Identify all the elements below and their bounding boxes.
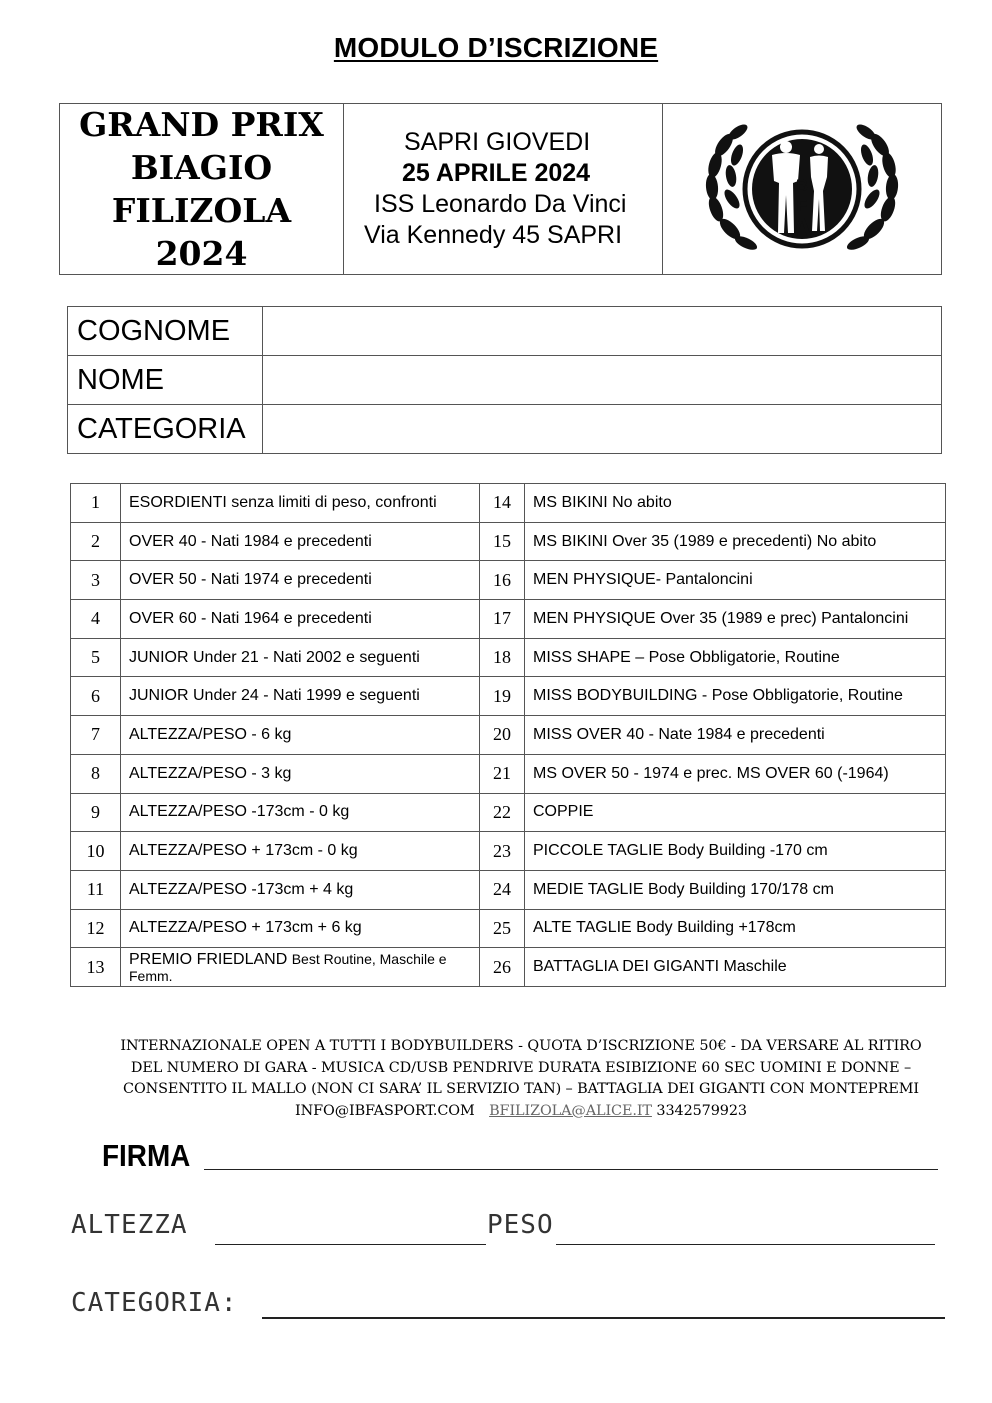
firma-label: FIRMA (102, 1138, 191, 1173)
table-row (68, 405, 942, 454)
email-link[interactable]: BFILIZOLA@ALICE.IT (489, 1102, 652, 1119)
field-label-nome: NOME (68, 356, 263, 405)
event-header (59, 103, 942, 275)
nome-field[interactable] (263, 356, 942, 405)
categoria-field[interactable] (263, 405, 942, 454)
category-number: 14 (480, 484, 525, 523)
category-number: 5 (71, 638, 121, 677)
category-description: ALTEZZA/PESO -173cm + 4 kg (121, 870, 480, 909)
category-number: 17 (480, 600, 525, 639)
category-description: MEDIE TAGLIE Body Building 170/178 cm (525, 870, 946, 909)
info-line: CONSENTITO IL MALLO (NON CI SARA’ IL SERVIZIO TAN) – BATTAGLIA DEI GIGANTI CON MONTEPREMI (123, 1081, 919, 1097)
logo-letter: A (791, 212, 813, 243)
category-description: MISS BODYBUILDING - Pose Obbligatorie, Routine (525, 677, 946, 716)
category-description (121, 948, 480, 987)
field-label-cognome: COGNOME (68, 307, 263, 356)
category-description: MS OVER 50 - 1974 e prec. MS OVER 60 (-1964) (525, 754, 946, 793)
logo-letter: B (795, 176, 809, 195)
event-details (344, 104, 663, 274)
peso-field-line[interactable] (556, 1220, 935, 1245)
category-number: 2 (71, 522, 121, 561)
firma-signature-line[interactable] (204, 1145, 938, 1170)
event-name-line: GRAND PRIX (79, 105, 324, 144)
laurel-logo-icon (702, 121, 902, 257)
altezza-label: ALTEZZA (71, 1210, 188, 1240)
info-paragraph (96, 1036, 946, 1122)
email-text: INFO@IBFASPORT.COM (295, 1102, 475, 1119)
event-name-line: BIAGIO (130, 148, 273, 187)
category-description: PICCOLE TAGLIE Body Building -170 cm (525, 832, 946, 871)
table-row (71, 909, 946, 948)
categories-table (70, 483, 946, 987)
category-number: 22 (480, 793, 525, 832)
peso-label: PESO (487, 1210, 554, 1240)
category-number: 10 (71, 832, 121, 871)
category-description: JUNIOR Under 24 - Nati 1999 e seguenti (121, 677, 480, 716)
category-description: MEN PHYSIQUE- Pantaloncini (525, 561, 946, 600)
field-label-categoria: CATEGORIA (68, 405, 263, 454)
category-description: ALTE TAGLIE Body Building +178cm (525, 909, 946, 948)
category-description: ESORDIENTI senza limiti di peso, confronti (121, 484, 480, 523)
table-row (71, 484, 946, 523)
category-description: MISS SHAPE – Pose Obbligatorie, Routine (525, 638, 946, 677)
category-description: MS BIKINI No abito (525, 484, 946, 523)
table-row (68, 307, 942, 356)
category-description: MISS OVER 40 - Nate 1984 e precedenti (525, 716, 946, 755)
category-description: JUNIOR Under 21 - Nati 2002 e seguenti (121, 638, 480, 677)
category-number: 25 (480, 909, 525, 948)
categoria-field-line[interactable] (262, 1293, 945, 1319)
event-name-line: 2024 (155, 234, 248, 273)
table-row (71, 793, 946, 832)
event-date: 25 APRILE 2024 (402, 159, 591, 187)
table-row (71, 600, 946, 639)
page-title: MODULO D’ISCRIZIONE (333, 32, 659, 63)
category-number: 26 (480, 948, 525, 987)
category-number: 12 (71, 909, 121, 948)
category-number: 6 (71, 677, 121, 716)
category-description: MEN PHYSIQUE Over 35 (1989 e prec) Pantaloncini (525, 600, 946, 639)
category-description: ALTEZZA/PESO + 173cm + 6 kg (121, 909, 480, 948)
ibfa-logo (663, 104, 941, 274)
table-row (71, 948, 946, 987)
event-name (60, 104, 344, 274)
cognome-field[interactable] (263, 307, 942, 356)
table-row (71, 561, 946, 600)
category-description: OVER 60 - Nati 1964 e precedenti (121, 600, 480, 639)
category-number: 23 (480, 832, 525, 871)
category-description: COPPIE (525, 793, 946, 832)
category-number: 15 (480, 522, 525, 561)
category-number: 13 (71, 948, 121, 987)
phone-text: 3342579923 (656, 1102, 747, 1119)
category-number: 18 (480, 638, 525, 677)
category-description: BATTAGLIA DEI GIGANTI Maschile (525, 948, 946, 987)
table-row (71, 832, 946, 871)
category-number: 11 (71, 870, 121, 909)
table-row (71, 754, 946, 793)
table-row (71, 870, 946, 909)
category-description: ALTEZZA/PESO -173cm - 0 kg (121, 793, 480, 832)
category-description: ALTEZZA/PESO + 173cm - 0 kg (121, 832, 480, 871)
logo-letter: F (796, 196, 808, 215)
category-subtitle: Best Routine, Maschile e Femm. (129, 951, 447, 985)
event-address: Via Kennedy 45 SAPRI (364, 221, 623, 249)
info-line: DEL NUMERO DI GARA - MUSICA CD/USB PENDRIVE DURATA ESIBIZIONE 60 SEC UOMINI E DONNE – (130, 1059, 912, 1076)
event-place-day: SAPRI GIOVEDI (404, 128, 591, 156)
category-number: 4 (71, 600, 121, 639)
table-row (71, 638, 946, 677)
table-row (68, 356, 942, 405)
category-number: 8 (71, 754, 121, 793)
category-description: OVER 40 - Nati 1984 e precedenti (121, 522, 480, 561)
info-contacts (96, 1101, 946, 1123)
category-description: MS BIKINI Over 35 (1989 e precedenti) No abito (525, 522, 946, 561)
category-number: 24 (480, 870, 525, 909)
category-number: 19 (480, 677, 525, 716)
table-row (71, 716, 946, 755)
info-line: INTERNAZIONALE OPEN A TUTTI I BODYBUILDERS - QUOTA D’ISCRIZIONE 50€ - DA VERSARE AL RITIRO (120, 1038, 922, 1054)
table-row (71, 522, 946, 561)
category-description: ALTEZZA/PESO - 3 kg (121, 754, 480, 793)
category-number: 21 (480, 754, 525, 793)
logo-letter: I (799, 156, 805, 175)
table-row (71, 677, 946, 716)
category-number: 20 (480, 716, 525, 755)
category-description: ALTEZZA/PESO - 6 kg (121, 716, 480, 755)
category-number: 16 (480, 561, 525, 600)
category-number: 3 (71, 561, 121, 600)
category-description: OVER 50 - Nati 1974 e precedenti (121, 561, 480, 600)
category-number: 7 (71, 716, 121, 755)
category-number: 9 (71, 793, 121, 832)
event-venue: ISS Leonardo Da Vinci (374, 190, 627, 218)
event-name-line: FILIZOLA (111, 191, 292, 230)
category-number: 1 (71, 484, 121, 523)
categoria-label: CATEGORIA: (71, 1288, 238, 1318)
category-title: PREMIO FRIEDLAND (129, 951, 288, 969)
personal-data-table (67, 306, 942, 454)
altezza-field-line[interactable] (215, 1220, 486, 1245)
